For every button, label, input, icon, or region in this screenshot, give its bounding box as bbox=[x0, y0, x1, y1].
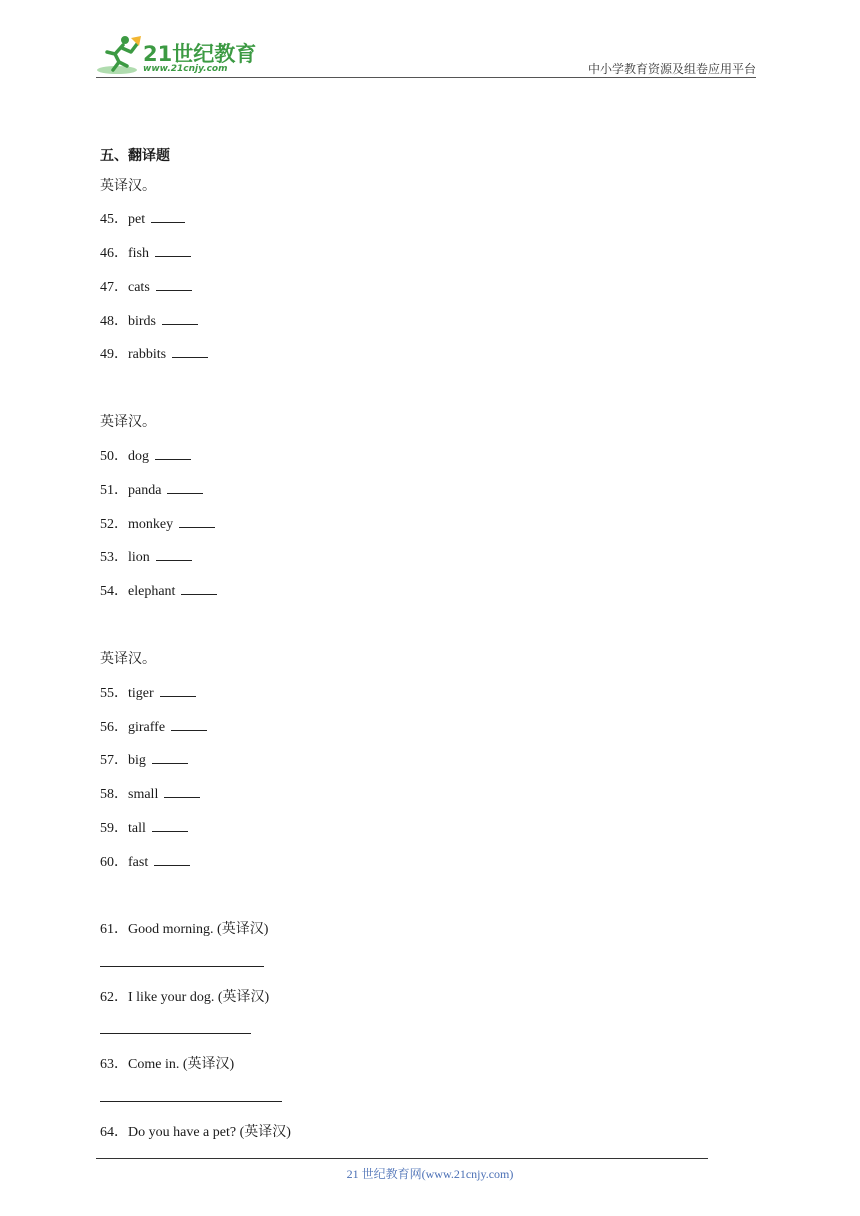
runner-logo-icon bbox=[95, 34, 143, 76]
question-number: 55． bbox=[100, 686, 128, 701]
question-word: fast bbox=[128, 855, 149, 870]
question-number: 60． bbox=[100, 855, 128, 870]
question-number: 64． bbox=[100, 1125, 128, 1140]
sentence-text: Do you have a pet? (英译汉) bbox=[128, 1125, 291, 1140]
answer-blank[interactable] bbox=[151, 210, 185, 223]
answer-blank[interactable] bbox=[172, 345, 208, 358]
question-number: 63． bbox=[100, 1057, 128, 1072]
sentence-question bbox=[100, 1053, 234, 1073]
question-item bbox=[100, 716, 207, 736]
header-tagline: 中小学教育资源及组卷应用平台 bbox=[587, 62, 756, 76]
question-word: big bbox=[128, 753, 146, 768]
question-number: 51． bbox=[100, 483, 128, 498]
question-number: 52． bbox=[100, 517, 128, 532]
answer-blank[interactable] bbox=[164, 785, 200, 798]
question-item bbox=[100, 310, 198, 330]
question-number: 61． bbox=[100, 922, 128, 937]
question-item bbox=[100, 546, 192, 566]
site-logo bbox=[95, 34, 265, 78]
question-word: monkey bbox=[128, 517, 174, 532]
answer-blank[interactable] bbox=[181, 582, 217, 595]
sentence-text: Come in. (英译汉) bbox=[128, 1057, 235, 1072]
question-item bbox=[100, 817, 188, 837]
question-item bbox=[100, 242, 191, 262]
answer-line[interactable] bbox=[100, 1033, 251, 1034]
group-instruction: 英译汉。 bbox=[100, 415, 156, 430]
question-item bbox=[100, 445, 191, 465]
question-item bbox=[100, 208, 185, 228]
logo-wordmark: 21世纪教育 bbox=[143, 42, 257, 66]
question-word: elephant bbox=[128, 584, 176, 599]
answer-blank[interactable] bbox=[156, 548, 192, 561]
question-item bbox=[100, 276, 192, 296]
answer-blank[interactable] bbox=[162, 312, 198, 325]
question-item bbox=[100, 783, 200, 803]
question-item bbox=[100, 682, 196, 702]
question-number: 50． bbox=[100, 449, 128, 464]
sentence-question bbox=[100, 986, 269, 1006]
logo-url: www.21cnjy.com bbox=[143, 64, 228, 74]
question-item bbox=[100, 851, 190, 871]
question-number: 56． bbox=[100, 720, 128, 735]
answer-blank[interactable] bbox=[179, 515, 215, 528]
sentence-text: Good morning. (英译汉) bbox=[128, 922, 269, 937]
question-word: panda bbox=[128, 483, 162, 498]
group-instruction: 英译汉。 bbox=[100, 179, 156, 194]
question-word: birds bbox=[128, 314, 156, 329]
sentence-text: I like your dog. (英译汉) bbox=[128, 990, 270, 1005]
question-word: pet bbox=[128, 212, 146, 227]
question-number: 54． bbox=[100, 584, 128, 599]
question-word: cats bbox=[128, 280, 150, 295]
answer-blank[interactable] bbox=[152, 751, 188, 764]
question-word: giraffe bbox=[128, 720, 166, 735]
question-word: tiger bbox=[128, 686, 154, 701]
question-word: tall bbox=[128, 821, 146, 836]
question-word: rabbits bbox=[128, 347, 167, 362]
question-item bbox=[100, 580, 217, 600]
question-number: 48． bbox=[100, 314, 128, 329]
answer-blank[interactable] bbox=[160, 684, 196, 697]
question-item bbox=[100, 343, 208, 363]
section-title: 五、翻译题 bbox=[100, 148, 170, 164]
question-number: 47． bbox=[100, 280, 128, 295]
sentence-question bbox=[100, 1121, 291, 1141]
answer-blank[interactable] bbox=[152, 819, 188, 832]
answer-blank[interactable] bbox=[156, 278, 192, 291]
question-number: 59． bbox=[100, 821, 128, 836]
group-instruction: 英译汉。 bbox=[100, 652, 156, 667]
page-header bbox=[0, 0, 860, 80]
question-word: small bbox=[128, 787, 159, 802]
sentence-question bbox=[100, 918, 268, 938]
question-number: 45． bbox=[100, 212, 128, 227]
question-number: 58． bbox=[100, 787, 128, 802]
answer-blank[interactable] bbox=[154, 853, 190, 866]
question-number: 57． bbox=[100, 753, 128, 768]
answer-blank[interactable] bbox=[155, 447, 191, 460]
question-number: 49． bbox=[100, 347, 128, 362]
question-item bbox=[100, 749, 188, 769]
footer-divider bbox=[96, 1158, 708, 1159]
answer-line[interactable] bbox=[100, 966, 264, 967]
question-number: 53． bbox=[100, 550, 128, 565]
question-number: 46． bbox=[100, 246, 128, 261]
answer-line[interactable] bbox=[100, 1101, 282, 1102]
question-word: dog bbox=[128, 449, 149, 464]
question-item bbox=[100, 513, 215, 533]
answer-blank[interactable] bbox=[167, 481, 203, 494]
answer-blank[interactable] bbox=[171, 718, 207, 731]
question-number: 62． bbox=[100, 990, 128, 1005]
question-word: lion bbox=[128, 550, 150, 565]
footer-link[interactable]: 21 世纪教育网(www.21cnjy.com) bbox=[346, 1167, 514, 1181]
header-divider bbox=[96, 77, 756, 78]
question-word: fish bbox=[128, 246, 149, 261]
answer-blank[interactable] bbox=[155, 244, 191, 257]
question-item bbox=[100, 479, 203, 499]
